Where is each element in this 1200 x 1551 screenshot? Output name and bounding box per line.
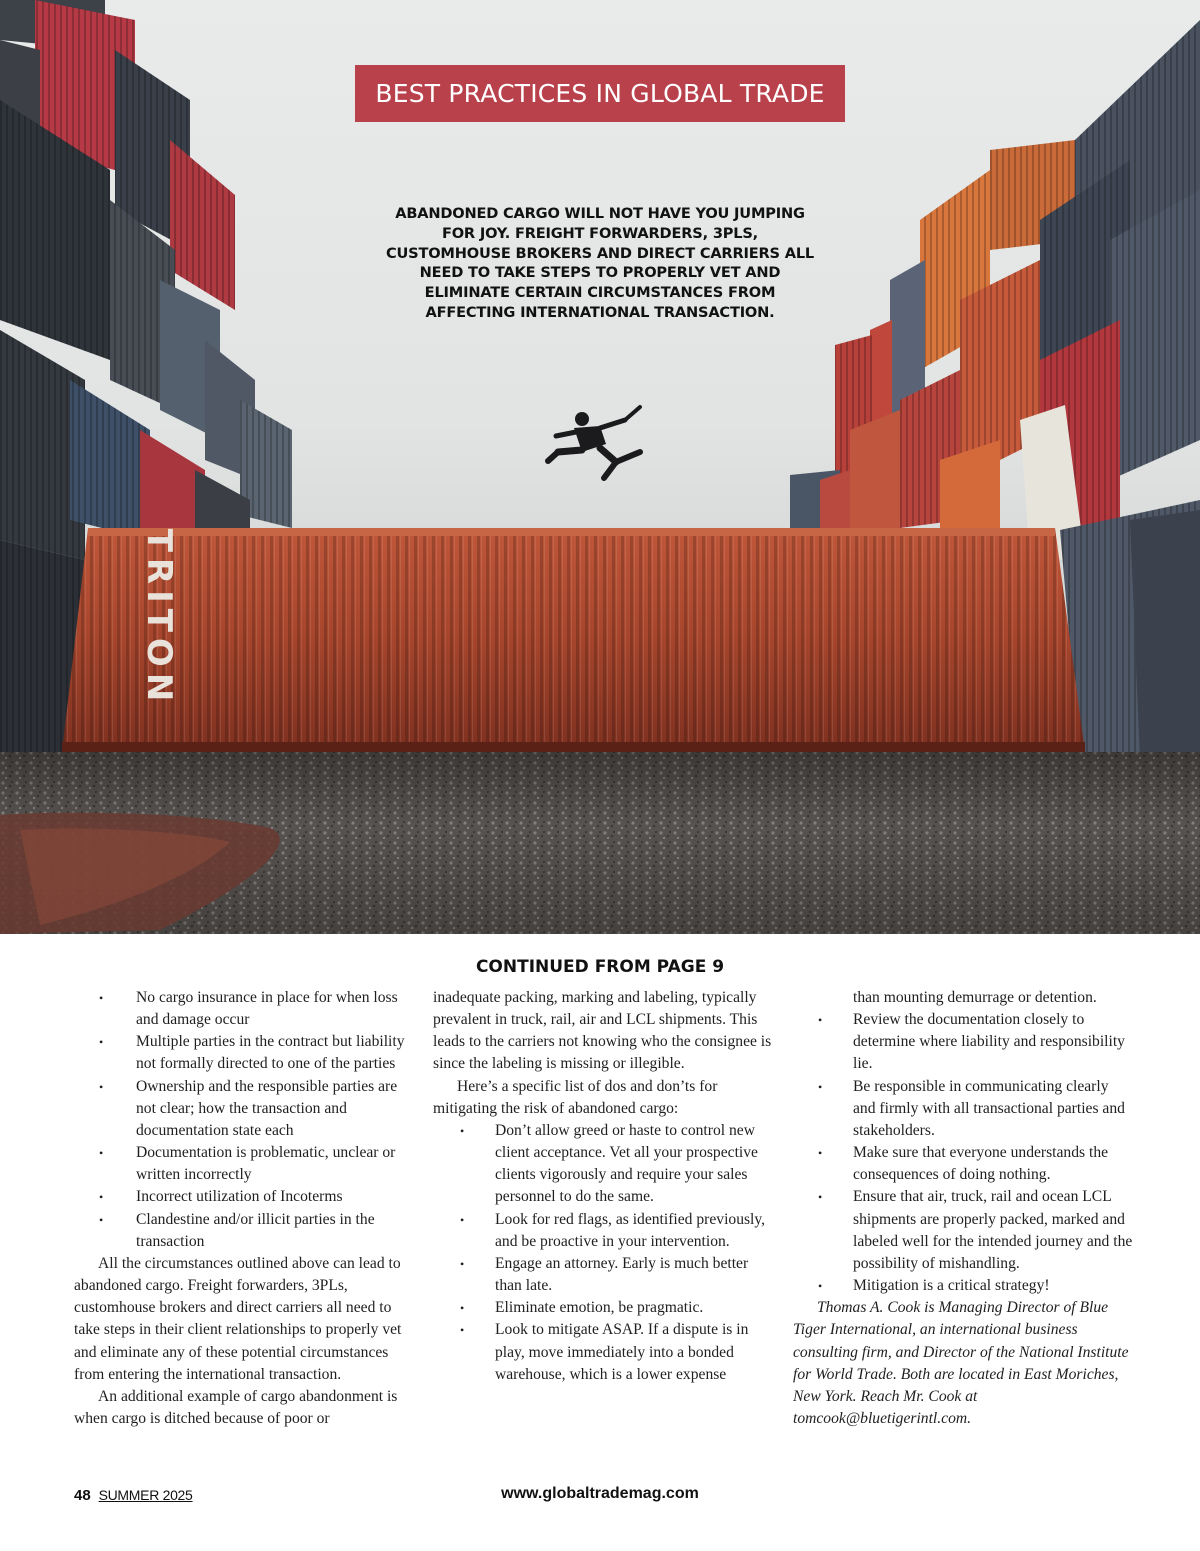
dos-donts-list [433,1120,773,1386]
website-url: www.globaltrademag.com [501,1485,699,1502]
list-item: • Don’t allow greed or haste to control new client acceptance. Vet all your prospective clients vigorously and require your sales personnel to do the same. [433,1120,773,1209]
list-item: • Clandestine and/or illicit parties in the transaction [74,1209,414,1253]
body-paragraph: Here’s a specific list of dos and don’ts for mitigating the risk of abandoned cargo: [433,1077,718,1117]
author-bio: Thomas A. Cook is Managing Director of Blue Tiger International, an international business consulting firm, and Director of the National Institute for World Trade. Both are located in East Moriches, New York. Reach Mr. Cook at tomcook@bluetigerintl.com. [793,1299,1129,1427]
list-item: • Incorrect utilization of Incoterms [74,1186,414,1208]
container-brand-text: TRITON [139,528,179,708]
issue-label: SUMMER 2025 [98,1487,193,1503]
article-column-3 [793,987,1133,1430]
list-item: • Multiple parties in the contract but liability not formally directed to one of the parties [74,1031,414,1075]
main-container [62,528,1085,754]
article-column-2 [433,987,773,1386]
list-item: • Eliminate emotion, be pragmatic. [433,1297,773,1319]
list-item: • Documentation is problematic, unclear or written incorrectly [74,1142,414,1186]
list-item: • No cargo insurance in place for when loss and damage occur [74,987,414,1031]
page-number: 48 [74,1487,91,1504]
article-column-1 [74,987,414,1430]
section-banner [355,65,845,122]
dos-donts-list-continued [793,1009,1133,1297]
jumping-person [548,407,640,478]
article-deck: ABANDONED CARGO WILL NOT HAVE YOU JUMPING FOR JOY. FREIGHT FORWARDERS, 3PLS, CUSTOMHOUSE BROKERS AND DIRECT CARRIERS ALL NEED TO TAKE STEPS TO PROPERLY VET AND ELIMINATE CERTAIN CIRCUMSTANCES FROM AFFECTING INTERNATIONAL TRANSACTION. [385,205,815,321]
risk-list [74,987,414,1253]
gravel-ground [0,752,1200,934]
body-paragraph: An additional example of cargo abandonment is when cargo is ditched because of poor or [74,1387,398,1427]
list-item: • Review the documentation closely to determine where liability and responsibility lie. [793,1009,1133,1075]
list-item: • Ownership and the responsible parties are not clear; how the transaction and documentation state each [74,1076,414,1142]
continued-label: CONTINUED FROM PAGE 9 [475,957,725,977]
list-item: • Engage an attorney. Early is much better than late. [433,1253,773,1297]
list-item: • Mitigation is a critical strategy! [793,1275,1133,1297]
section-banner-text: BEST PRACTICES IN GLOBAL TRADE [375,79,825,108]
list-item-continuation: than mounting demurrage or detention. [853,989,1097,1006]
list-item: • Make sure that everyone understands the consequences of doing nothing. [793,1142,1133,1186]
list-item: • Look for red flags, as identified previously, and be proactive in your intervention. [433,1209,773,1253]
body-paragraph: inadequate packing, marking and labeling, typically prevalent in truck, rail, air and LCL shipments. This leads to the carriers not knowing who the consignee is since the labeling is missing or illegible. [433,989,772,1073]
list-item: • Ensure that air, truck, rail and ocean LCL shipments are properly packed, marked and labeled well for the intended journey and the possibility of mishandling. [793,1186,1133,1275]
list-item: • Look to mitigate ASAP. If a dispute is in play, move immediately into a bonded warehouse, which is a lower expense [433,1319,773,1385]
body-paragraph: All the circumstances outlined above can lead to abandoned cargo. Freight forwarders, 3PLs, customhouse brokers and direct carriers all need to take steps in their client relationships to properly vet and eliminate any of these potential circumstances from entering the international transaction. [74,1254,402,1383]
list-item: • Be responsible in communicating clearly and firmly with all transactional parties and stakeholders. [793,1076,1133,1142]
